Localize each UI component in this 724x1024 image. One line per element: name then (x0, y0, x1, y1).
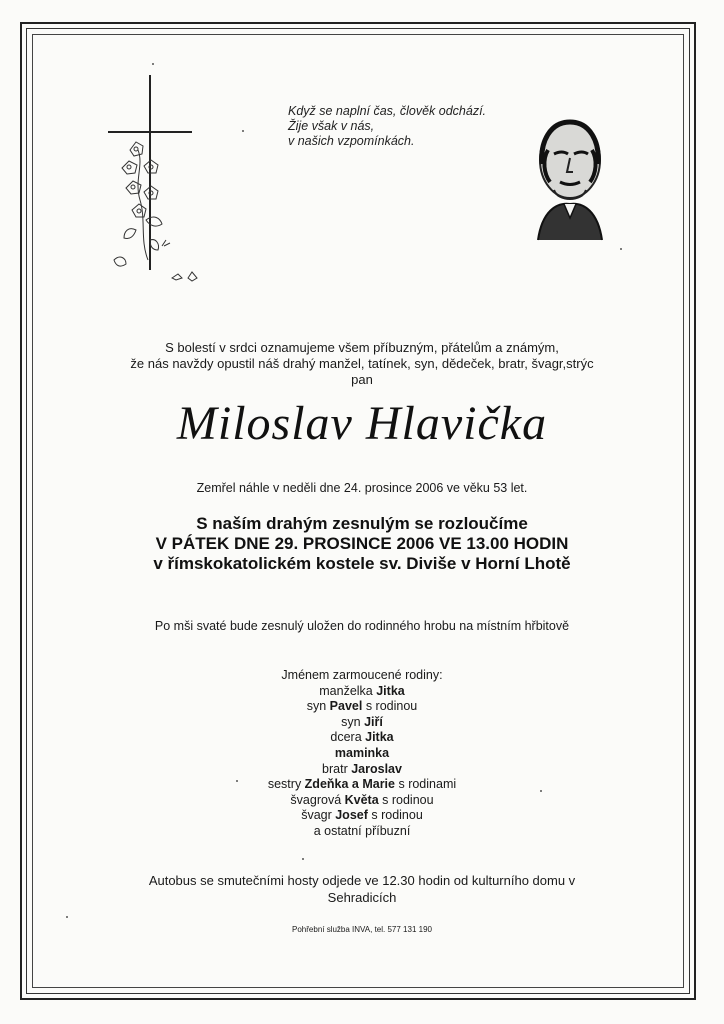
family-row: a ostatní příbuzní (313, 823, 411, 838)
family-row: bratr Jaroslav (322, 761, 402, 776)
scan-speck (152, 63, 154, 65)
portrait-photo (528, 112, 612, 242)
family-row: maminka (334, 745, 390, 760)
family-row: sestry Zdeňka a Marie s rodinami (267, 777, 457, 792)
death-info: Zemřel náhle v neděli dne 24. prosince 2006 ve věku 53 let. (196, 481, 528, 495)
poem-line: Když se naplní čas, člověk odchází. (288, 104, 487, 118)
family-row: švagrová Květa s rodinou (290, 792, 434, 807)
scan-speck (66, 916, 68, 918)
funeral-line: V PÁTEK DNE 29. PROSINCE 2006 VE 13.00 HODIN (155, 534, 569, 553)
family-row: manželka Jitka (319, 683, 405, 698)
scan-speck (242, 130, 244, 132)
announcement-line: pan (351, 372, 373, 387)
funeral-line: S naším drahým zesnulým se rozloučíme (196, 514, 528, 533)
family-row: švagr Josef s rodinou (301, 808, 423, 823)
scan-speck (236, 780, 238, 782)
announcement-line: S bolestí v srdci oznamujeme všem příbuzným, přátelům a známým, (165, 340, 559, 355)
burial-note: Po mši svaté bude zesnulý uložen do rodinného hrobu na místním hřbitově (154, 619, 570, 633)
scan-speck (620, 248, 622, 250)
announcement-line: že nás navždy opustil náš drahý manžel, tatínek, syn, dědeček, bratr, švagr,strýc (130, 356, 594, 371)
deceased-name: Miloslav Hlavička (176, 397, 548, 450)
scan-speck (540, 790, 542, 792)
cross-with-flowers-icon (100, 70, 220, 290)
family-row: syn Pavel s rodinou (306, 699, 418, 714)
family-row: dcera Jitka (330, 730, 394, 745)
family-row: syn Jiří (341, 714, 383, 729)
family-list (40, 668, 684, 840)
family-intro: Jménem zarmoucené rodiny: (281, 668, 443, 682)
poem-line: v našich vzpomínkách. (288, 134, 415, 148)
funeral-details (40, 514, 684, 574)
announcement (40, 340, 684, 388)
scan-speck (302, 858, 304, 860)
memorial-poem (288, 104, 548, 149)
poem-line: Žije však v nás, (288, 119, 375, 133)
funeral-service-credit: Pohřební služba INVA, tel. 577 131 190 (292, 925, 432, 934)
bus-note: Autobus se smutečními hosty odjede ve 12.30 hodin od kulturního domu v Sehradicích (148, 873, 576, 905)
funeral-line: v římskokatolickém kostele sv. Diviše v Horní Lhotě (153, 554, 571, 573)
